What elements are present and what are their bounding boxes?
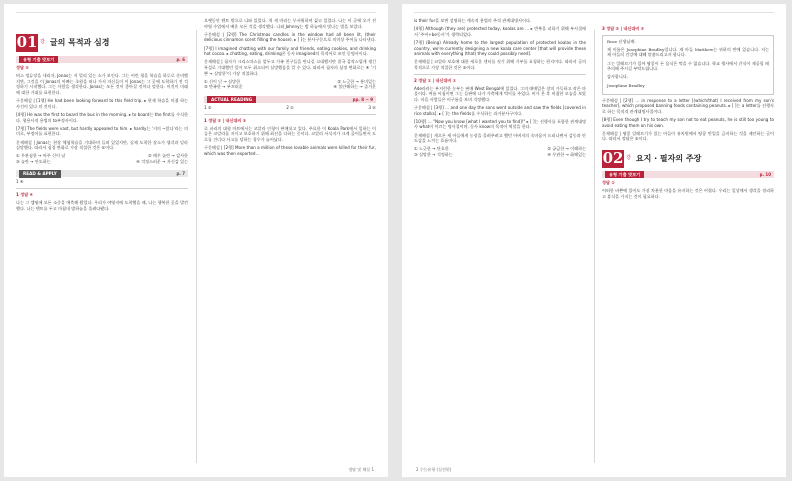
answer-label: 1 정답 ⑤ | 내신대비 ③	[204, 117, 247, 123]
page-footer: 정답 및 해설 1	[348, 467, 374, 472]
letter-box	[602, 35, 774, 95]
paragraph: 구문해설 | [1행] He had been looking forward to this field trip. ▸ 현재 학습을 마쳤 하는 사건이 있다 의 것이다.	[16, 98, 188, 109]
right-col-1	[414, 18, 586, 158]
page-ref: p. 10	[759, 171, 771, 177]
answer-item: 2 ①	[286, 104, 294, 110]
letter-line: 그는 알레르기가 있어 땅콩이 든 음식은 먹을 수 없습니다. 학교 행사에서 간식이 제공될 때 주의해 주시길 부탁드립니다.	[607, 60, 769, 72]
section-tag: READ & APPLY	[19, 170, 61, 178]
answer-label: 3 정답 ⑤ | 내신대비 ③	[602, 26, 645, 31]
choice: ③ 실망한 → 걱정하는	[414, 152, 453, 158]
chapter-title: 글의 목적과 심경	[49, 38, 110, 48]
choice: ② 궁금한 → 이해하는	[547, 146, 586, 152]
paragraph: 버스 정류장을 내리자, Jonas는 저 멀리 있는 소가 보인다. 그는 어린 형을 학습을 하루로 준비했지만, 그것을 이 Jonas의 아빠는 초원을 떠나 가서 자신들이 이 Jonas는 그 곳에 도착하기 전 걱정하기 시작했다. 그는 사람을 생각한다. Jonas는 모든 것이 좋아질 것이다 말한다. 이것이 미래에 대한 기대를 표현한다.	[16, 73, 188, 95]
letter-line: 감사합니다,	[607, 74, 629, 80]
chapter-number: 01	[16, 33, 38, 52]
section-tag: ACTUAL READING	[207, 96, 256, 104]
divider	[414, 74, 586, 75]
left-col-1	[16, 34, 188, 214]
paragraph: [8행] Even though I try to teach my son not to eat peanuts, he is still too young to avoid eating them on his own.	[602, 117, 774, 128]
section-tag: 유형 기출 맛보기	[605, 171, 644, 179]
chapter-sub: 강	[40, 39, 45, 46]
paragraph: 문제해설 | 코알라 보호에 대한 새로운 센터를 짓기 위해 기부를 요청하는 편지이다. 따라서 글의 목적으로 가장 적절한 것은 ⑤이다.	[414, 59, 586, 70]
paragraph: [4행] He was the first to board the bus in the morning. ▸ to board는 the first를 수식한다. 형용사적 용법의 to부정사이다.	[16, 111, 188, 123]
paragraph: 로 파리의 대형 마트에서는 코알라 인형이 판매되고 있다. 주요한 이 Koala Park에서 일하는 이들은 코알라를 지키고 보호하기 위해 최선을 다하는 중이다. 코알라 서식지가 크게 줄어들면서 도로를 건너다 사고를 당하는 경우가 늘어났다.	[204, 125, 376, 142]
answer-label: 1 정답 ④	[16, 192, 34, 198]
choice-list	[16, 153, 188, 164]
choice: ① 신이 난 → 실망한	[204, 78, 241, 84]
letter-line: Rose 선생님께:	[607, 38, 636, 44]
answer-item: 3 ⑤	[368, 104, 376, 110]
column-divider	[196, 30, 197, 463]
letter-line: 제 이름은 Josephine Bradley입니다. 제 아들 Matthew는 귀하의 반에 있습니다. 저는 제 아들의 건강에 대해 말씀드리고자 합니다.	[607, 46, 769, 58]
paragraph: is their fur을 보면 설명하는 계속적 용법의 주격 관계대명사이다.	[414, 18, 532, 23]
paragraph: 어떠한 바쁜에 있어도 가장 차분한 마음을 유지하는 것은 어렵다. 우리는 일상에서 생각을 정리하고 휴식을 가지는 것이 필요하다.	[602, 188, 774, 199]
paragraph: 구문해설 | [2행] The Christmas candles in the window had all been lit, (their delicious cinnamon scent filling the house). ▸ [ ]는 분사구문으로 의미상 주어를 나타낸다.	[204, 31, 376, 43]
choice: ② 매우 놀란 → 감사한	[148, 153, 188, 159]
choice: ④ 걱정스러운 → 자신감 있는	[136, 158, 188, 164]
paragraph: 문제해설 | 필자가 크리스마스를 앞두고 가족 친구들을 만나길 고대했지만 결국 갑작스럽게 생긴 폭설로 기대했던 일이 모두 취소되어 실망했음을 알 수 있다. 따라서 필자의 심정 변화로는 ④ '기쁜 → 실망한'이 가장 적절하다.	[204, 59, 376, 76]
left-col-2	[204, 18, 376, 159]
divider	[204, 114, 376, 115]
header-rule	[414, 12, 774, 13]
paragraph: 나는 그 캠핑에 모든 소중을 예측해 왔었다. 우리가 야영지에 도착했을 때, 나는 행복한 곳을 발견했다. 나는 텐트를 두고 마침내 밤하늘을 올려다봤다.	[16, 200, 188, 211]
chapter-sub: 강	[626, 155, 631, 162]
choice: ④ 불안해하는 → 즐거운	[333, 84, 376, 90]
column-divider	[594, 30, 595, 463]
left-page	[4, 4, 388, 477]
paragraph: 오랫동안 텐트 밖으로 나와 있었다. 개 세 마리는 무서워하며 짖고 있었다. 나는 이 곳에 오기 전 야영 수업에서 배운 모든 것을 생각했다. 나와 Johnny는 밤 하늘에서 빛나는 별을 보았다.	[204, 18, 376, 29]
chapter-title: 요지 · 필자의 주장	[635, 154, 702, 164]
page-ref: pp. 8 ~ 9	[352, 96, 373, 102]
chapter-heading	[602, 150, 774, 168]
paragraph: 문제해설 | 게으른 세 아들에게 농장을 물려주려고 했던 아버지의 속마음이 드러나면서 감동과 안도감을 느끼는 흐름이다.	[414, 132, 586, 144]
paragraph: Ade라라는 부지런한 농부는 판매 West Bengal에 있었다. 그의 매매일은 장미 가득하고 작은 마을이다. 여름 아침이면 그는 들판에 나가 가축에게 먹이를 주었다. 비가 온 후 비참한 모습을 보았다. 마을 사람들은 비구름을 보며 걱정했다.	[414, 85, 586, 102]
letter-line: Josephine Bradley	[607, 82, 645, 88]
choice: ① 느긋한 → 단호한	[414, 146, 449, 152]
choice: ② 느긋한 → 흥미있는	[337, 78, 376, 84]
answer-label: 정답 ⑤	[16, 65, 29, 70]
chapter-number: 02	[602, 149, 624, 168]
header-rule	[16, 12, 376, 13]
right-col-2	[602, 26, 774, 202]
section-bar-actual-reading	[204, 96, 376, 103]
choice: ① 무관심한 → 아주 신이 남	[16, 153, 66, 159]
answer-row	[204, 105, 376, 111]
section-tag: 유형 기출 맛보기	[19, 56, 58, 64]
page-ref: p. 6	[176, 56, 185, 62]
paragraph: [7행] (Being) Already home to the largest population of protected koalas in the country, we're currently designing a new koala care center [that will provide these animals with everything (that) they could possibly need].	[414, 39, 586, 57]
choice-list	[414, 146, 586, 157]
paragraph: 구문해설 | [2행] … in response to a letter [(which/that) I received from my son's teacher], which proposed banning foods containing peanuts. ▸ [ ]는 a letter를 선행사로 하는 목적격 관계대명사절이다.	[602, 97, 774, 114]
paragraph: 문제해설 | 땅콩 알레르기가 있는 아들이 유치원에서 땅콩 반입을 금지하는 것을 제안하는 글이다. 따라서 정답은 ⑤이다.	[602, 130, 774, 142]
section-bar-read-apply	[16, 170, 188, 177]
choice: ④ 무관한 → 화해있는	[547, 152, 586, 158]
paragraph: 구문해설 | [3행] … and one day the sons went outside and saw the fields [covered in rice stalks]. ▸ [ ]는 the fields를 수식하는 과거분사구이다.	[414, 105, 586, 116]
divider	[16, 188, 188, 189]
answer-label: 2 정답 ① | 내신대비 ①	[414, 77, 457, 83]
chapter-heading	[16, 34, 188, 52]
answer-label: 정답 ①	[602, 180, 615, 186]
section-bar-preview	[16, 56, 188, 63]
choice: ③ 만족한 → 부끄러운	[204, 84, 243, 90]
choice: ③ 놀란 → 안도하는	[16, 158, 51, 164]
answer-item: 1 ⑤	[204, 104, 212, 110]
choice-list	[204, 79, 376, 90]
right-page	[402, 4, 786, 477]
paragraph: [4행] Although (they are) protected today, koalas are … ▸ 반복을 피하기 위해 부사절에서 '주어+be동사'가 생략되었다.	[414, 26, 586, 37]
section-bar-preview	[602, 171, 774, 178]
answer-summary: 1 ④	[16, 179, 24, 185]
paragraph: [7행] I imagined chatting with our family and friends, eating cookies, and drinking hot cocoa. ▸ chatting, eating, drinking은 동사 imagined의 목적어로 쓰인 동명사이다.	[204, 45, 376, 57]
page-ref: p. 7	[176, 171, 185, 177]
paragraph: 문제해설 | Jonas는 현장 체험학습을 기대하며 들떠 있었지만, 실제 도착한 장소가 생각과 달라 실망했다. 따라서 심경 변화로 가장 적절한 것은 ⑤이다.	[16, 139, 188, 151]
paragraph: 구문해설 | [2행] More than a million of these lovable animals were killed for their fur, which was then exported…	[204, 145, 376, 156]
paragraph: [7행] The fields were vast, but hardly appealed to him. ▸ hardly는 '거의 ~않다'라는 의미로, 부정어를 표현한다.	[16, 125, 188, 137]
page-footer: 2 수능유형 (실전편)	[416, 467, 452, 472]
paragraph: [10행] … "Now you know [what I wanted you to find]!" ▸ [ ]는 선행사를 포함한 관계대명사 what이 이끄는 명사절이며, 동사 know의 목적어 역할을 한다.	[414, 118, 586, 130]
